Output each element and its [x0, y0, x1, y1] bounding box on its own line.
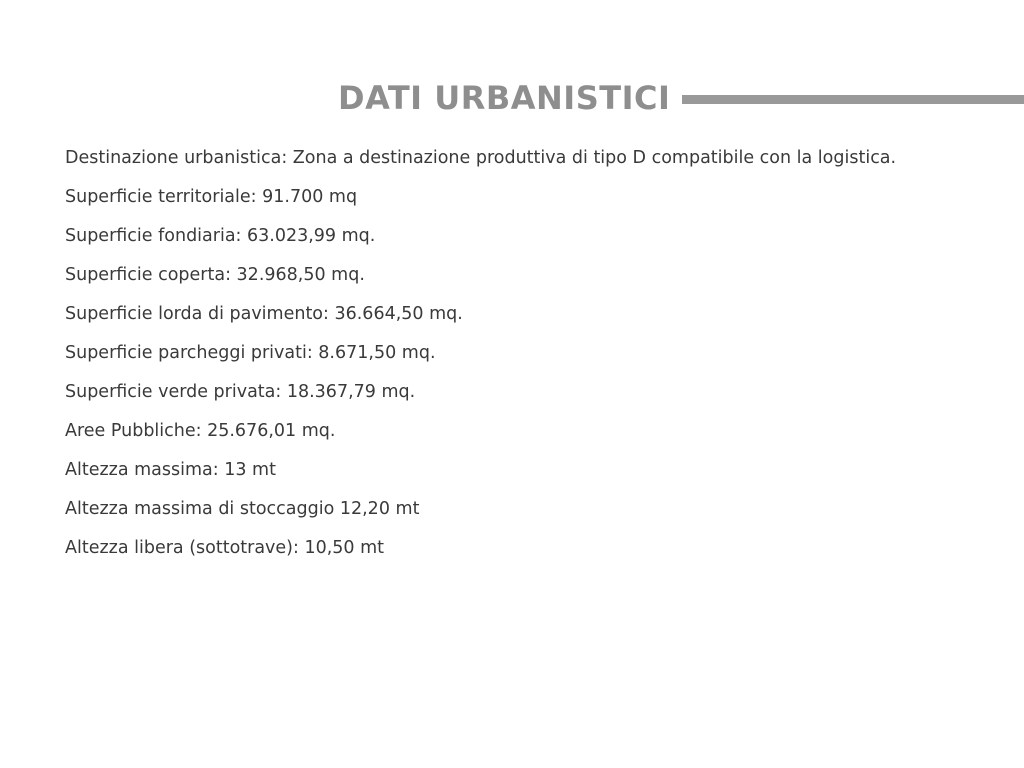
covered-surface-line: Superficie coperta: 32.968,50 mq. — [65, 265, 365, 285]
clear-height-line: Altezza libera (sottotrave): 10,50 mt — [65, 538, 385, 558]
section-title: DATI URBANISTICI — [338, 79, 671, 117]
public-areas-line: Aree Pubbliche: 25.676,01 mq. — [65, 421, 336, 441]
heading-divider — [682, 95, 1024, 104]
land-surface-line: Superficie fondiaria: 63.023,99 mq. — [65, 226, 376, 246]
territorial-surface-line: Superficie territoriale: 91.700 mq — [65, 187, 358, 207]
section-heading — [338, 76, 1024, 120]
urban-data-list — [65, 142, 1005, 571]
gross-floor-area-line: Superficie lorda di pavimento: 36.664,50 mq. — [65, 304, 463, 324]
max-height-line: Altezza massima: 13 mt — [65, 460, 276, 480]
destination-line: Destinazione urbanistica: Zona a destinazione produttiva di tipo D compatibile con la logistica. — [65, 148, 897, 168]
private-green-line: Superficie verde privata: 18.367,79 mq. — [65, 382, 416, 402]
max-storage-height-line: Altezza massima di stoccaggio 12,20 mt — [65, 499, 420, 519]
private-parking-line: Superficie parcheggi privati: 8.671,50 mq. — [65, 343, 436, 363]
